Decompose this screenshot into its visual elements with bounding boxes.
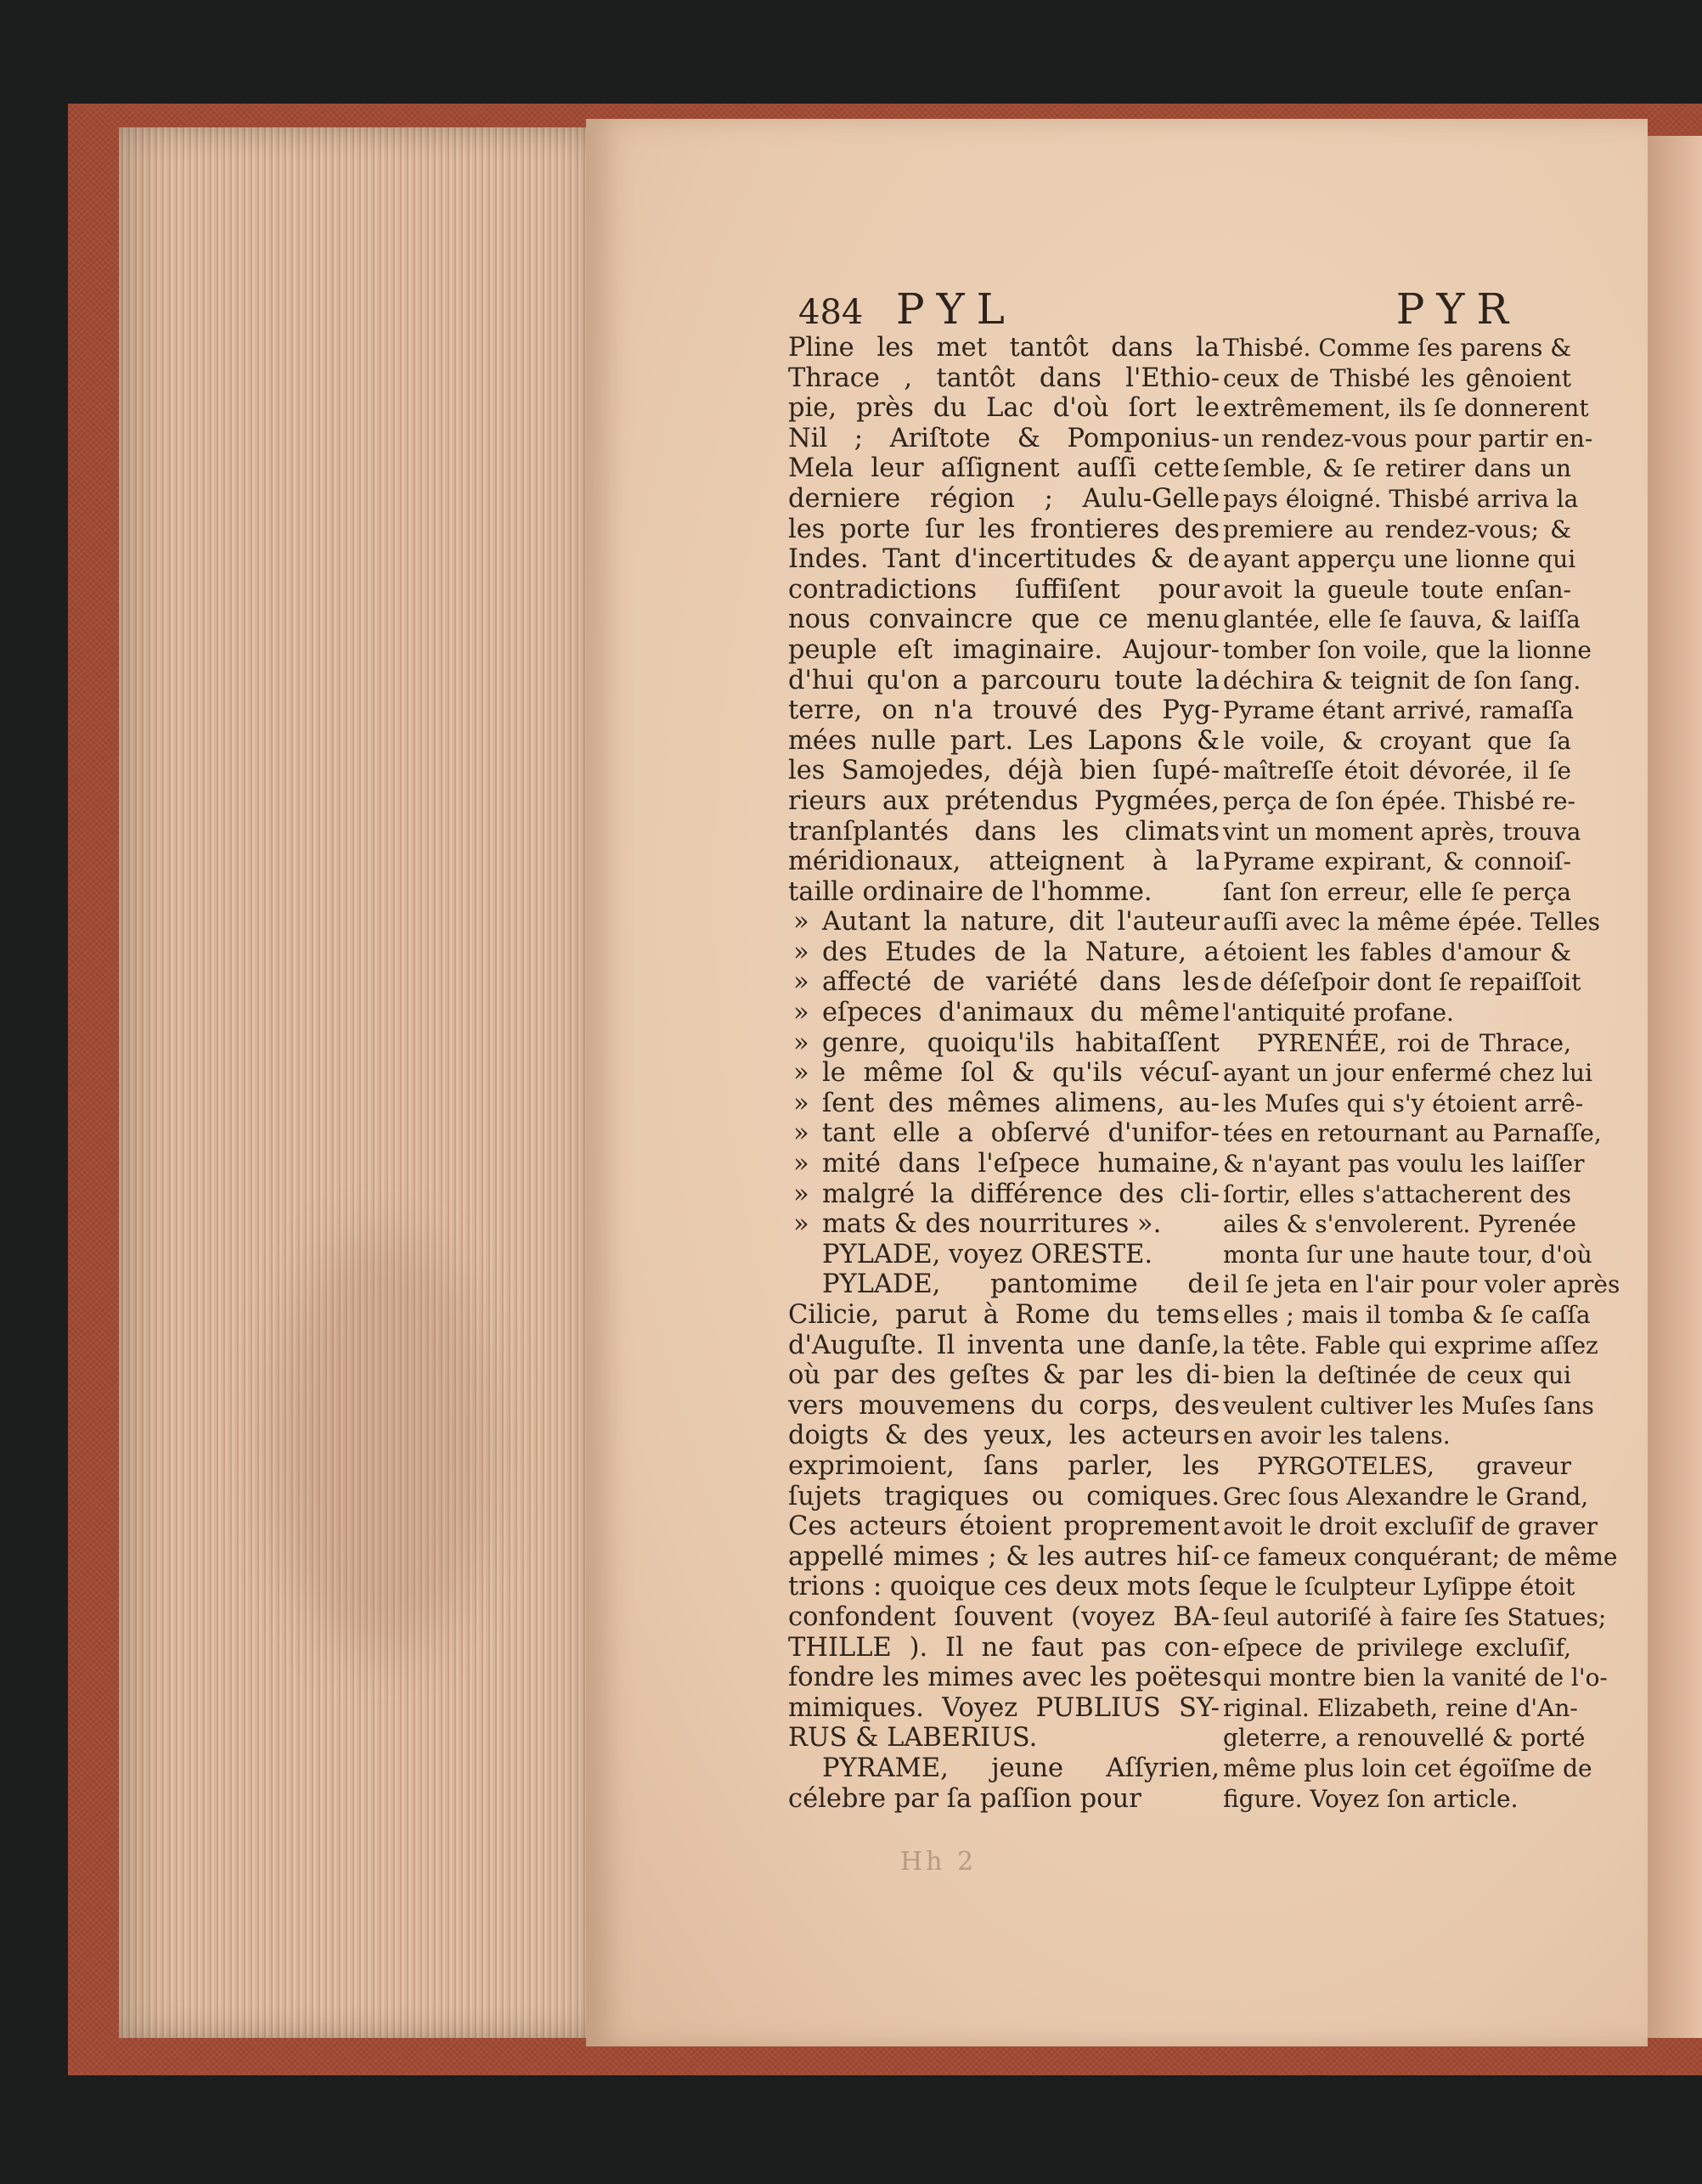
text-line: en avoir les talens.: [1223, 1421, 1451, 1450]
text-line: déchira & teignit de ſon ſang.: [1223, 666, 1581, 695]
text-line: tées en retournant au Parnaſſe,: [1223, 1119, 1602, 1148]
text-line: PYLADE, pantomime de: [822, 1269, 1220, 1300]
text-line: Thisbé. Comme ſes parens &: [1223, 334, 1572, 362]
text-line: même plus loin cet égoïſme de: [1223, 1753, 1592, 1782]
text-line: » le même ſol & qu'ils vécuſ-: [788, 1058, 1220, 1089]
text-line: » des Etudes de la Nature, a: [788, 937, 1220, 968]
right-running-head: PYR: [1395, 284, 1520, 334]
text-line: eſpece de privilege excluſif,: [1223, 1633, 1571, 1662]
text-line: d'hui qu'on a parcouru toute la: [788, 665, 1220, 695]
text-line: ailes & s'envolerent. Pyrenée: [1223, 1210, 1576, 1239]
text-line: perça de ſon épée. Thisbé re-: [1223, 786, 1575, 815]
text-line: » genre, quoiqu'ils habitaſſent: [788, 1028, 1220, 1059]
text-line: Nil ; Ariſtote & Pomponius-: [788, 423, 1220, 453]
text-line: exprimoient, ſans parler, les: [788, 1450, 1220, 1481]
text-line: méridionaux, atteignent à la: [788, 847, 1220, 877]
text-line: bien la deſtinée de ceux qui: [1223, 1361, 1571, 1390]
text-line: ſeul autoriſé à faire ſes Statues;: [1223, 1602, 1607, 1631]
text-line: Thrace , tantôt dans l'Ethio-: [788, 363, 1220, 393]
text-line: elles ; mais il tomba & ſe caſſa: [1223, 1301, 1591, 1329]
text-line: fondre les mimes avec les poëtes: [788, 1663, 1222, 1693]
text-line: ſemble, & ſe retirer dans un: [1223, 454, 1571, 483]
text-line: » tant elle a obſervé d'unifor-: [788, 1118, 1220, 1149]
text-line: peuple eſt imaginaire. Aujour-: [788, 634, 1220, 665]
text-line: figure. Voyez ſon article.: [1223, 1784, 1519, 1813]
text-line: Ces acteurs étoient proprement: [788, 1511, 1220, 1542]
running-header: [798, 284, 1520, 335]
text-line: » Autant la nature, dit l'auteur: [788, 907, 1220, 937]
text-line: & n'ayant pas voulu les laiſſer: [1223, 1150, 1585, 1179]
text-line: RUS & LABERIUS.: [788, 1723, 1038, 1753]
text-line: taille ordinaire de l'homme.: [788, 876, 1153, 907]
right-text-column: [1223, 333, 1620, 1814]
text-line: les Samojedes, déjà bien ſupé-: [788, 756, 1220, 786]
text-line: gleterre, a renouvellé & porté: [1223, 1724, 1586, 1753]
text-line: THILLE ). Il ne faut pas con-: [788, 1632, 1220, 1663]
text-line: ſujets tragiques ou comiques.: [788, 1481, 1220, 1511]
text-line: derniere région ; Aulu-Gelle: [788, 483, 1220, 514]
text-line: Pline les met tantôt dans la: [788, 333, 1220, 363]
text-line: » mité dans l'eſpece humaine,: [788, 1149, 1220, 1179]
text-line: un rendez-vous pour partir en-: [1223, 424, 1593, 453]
text-line: que le ſculpteur Lyſippe étoit: [1223, 1573, 1575, 1601]
text-line: vers mouvemens du corps, des: [788, 1390, 1220, 1421]
next-page-edge: [1648, 136, 1702, 2038]
text-line: ſant ſon erreur, elle ſe perça: [1223, 877, 1571, 906]
text-line: Pyrame expirant, & connoiſ-: [1223, 847, 1571, 876]
text-line: ceux de Thisbé les gênoient: [1223, 363, 1571, 392]
text-line: PYRENÉE, roi de Thrace,: [1257, 1028, 1571, 1057]
text-line: d'Auguſte. Il inventa une danſe,: [788, 1330, 1220, 1360]
text-line: nous convaincre que ce menu: [788, 605, 1220, 635]
text-line: le voile, & croyant que ſa: [1223, 726, 1571, 755]
text-line: PYLADE, voyez ORESTE.: [822, 1239, 1153, 1269]
text-line: pays éloigné. Thisbé arriva la: [1223, 484, 1579, 513]
text-line: maîtreſſe étoit dévorée, il ſe: [1223, 757, 1571, 785]
text-line: mées nulle part. Les Lapons &: [788, 725, 1220, 756]
text-line: les porte ſur les frontieres des: [788, 514, 1220, 544]
text-line: qui montre bien la vanité de l'o-: [1223, 1663, 1608, 1692]
text-line: ayant apperçu une lionne qui: [1223, 545, 1576, 574]
text-line: PYRGOTELES, graveur: [1257, 1451, 1571, 1480]
text-line: tranſplantés dans les climats: [788, 816, 1220, 847]
signature-mark: Hh 2: [900, 1847, 978, 1877]
text-line: contradictions ſuffiſent pour: [788, 574, 1220, 605]
text-line: avoit la gueule toute enſan-: [1223, 575, 1571, 604]
text-line: trions : quoique ces deux mots ſe: [788, 1572, 1224, 1602]
text-line: veulent cultiver les Muſes ſans: [1223, 1391, 1594, 1420]
page-number: 484: [798, 293, 864, 332]
text-line: pie, près du Lac d'où ſort le: [788, 393, 1220, 424]
text-line: Indes. Tant d'incertitudes & de: [788, 544, 1220, 575]
page-edges: [119, 127, 607, 2038]
text-line: appellé mimes ; & les autres hiſ-: [788, 1541, 1220, 1572]
text-line: confondent ſouvent (voyez BA-: [788, 1601, 1220, 1632]
text-line: étoient les fables d'amour &: [1223, 937, 1571, 966]
text-line: les Muſes qui s'y étoient arrê-: [1223, 1089, 1584, 1117]
text-line: premiere au rendez-vous; &: [1223, 515, 1571, 543]
text-line: célebre par ſa paſſion pour: [788, 1783, 1141, 1814]
text-line: ce fameux conquérant; de même: [1223, 1542, 1618, 1571]
text-line: » malgré la différence des cli-: [788, 1179, 1220, 1210]
text-line: » mats & des nourritures ».: [788, 1209, 1220, 1240]
text-line: terre, on n'a trouvé des Pyg-: [788, 695, 1220, 726]
text-line: PYRAME, jeune Aſſyrien,: [822, 1753, 1220, 1783]
left-running-head: PYL: [896, 284, 1017, 334]
text-line: Pyrame étant arrivé, ramaſſa: [1223, 696, 1574, 725]
text-line: monta ſur une haute tour, d'où: [1223, 1240, 1592, 1269]
text-line: l'antiquité profane.: [1223, 999, 1454, 1027]
text-line: auſſi avec la même épée. Telles: [1223, 908, 1601, 937]
text-line: » affecté de variété dans les: [788, 967, 1220, 998]
text-line: de déſeſpoir dont ſe repaiſſoit: [1223, 968, 1581, 997]
text-line: avoit le droit excluſif de graver: [1223, 1512, 1598, 1541]
text-line: » ſent des mêmes alimens, au-: [788, 1089, 1220, 1119]
text-line: extrêmement, ils ſe donnerent: [1223, 394, 1589, 423]
text-line: Mela leur aſſignent auſſi cette: [788, 453, 1220, 484]
left-text-column: [788, 333, 1224, 1814]
text-line: la tête. Fable qui exprime aſſez: [1223, 1331, 1598, 1359]
text-line: vint un moment après, trouva: [1223, 817, 1581, 846]
text-line: glantée, elle ſe ſauva, & laiſſa: [1223, 605, 1581, 634]
text-line: Cilicie, parut à Rome du tems: [788, 1300, 1220, 1330]
text-line: où par des geſtes & par les di-: [788, 1360, 1220, 1391]
text-line: » eſpeces d'animaux du même: [788, 998, 1220, 1028]
text-line: ayant un jour enfermé chez lui: [1223, 1059, 1593, 1088]
text-line: riginal. Elizabeth, reine d'An-: [1223, 1693, 1578, 1722]
text-line: mimiques. Voyez PUBLIUS SY-: [788, 1692, 1220, 1723]
text-line: ſortir, elles s'attacherent des: [1223, 1179, 1571, 1208]
text-line: Grec ſous Alexandre le Grand,: [1223, 1482, 1589, 1511]
text-line: rieurs aux prétendus Pygmées,: [788, 785, 1220, 816]
text-line: il ſe jeta en l'air pour voler après: [1223, 1270, 1620, 1299]
stain: [272, 1231, 493, 1656]
text-line: tomber ſon voile, que la lionne: [1223, 635, 1592, 664]
text-line: doigts & des yeux, les acteurs: [788, 1421, 1220, 1451]
